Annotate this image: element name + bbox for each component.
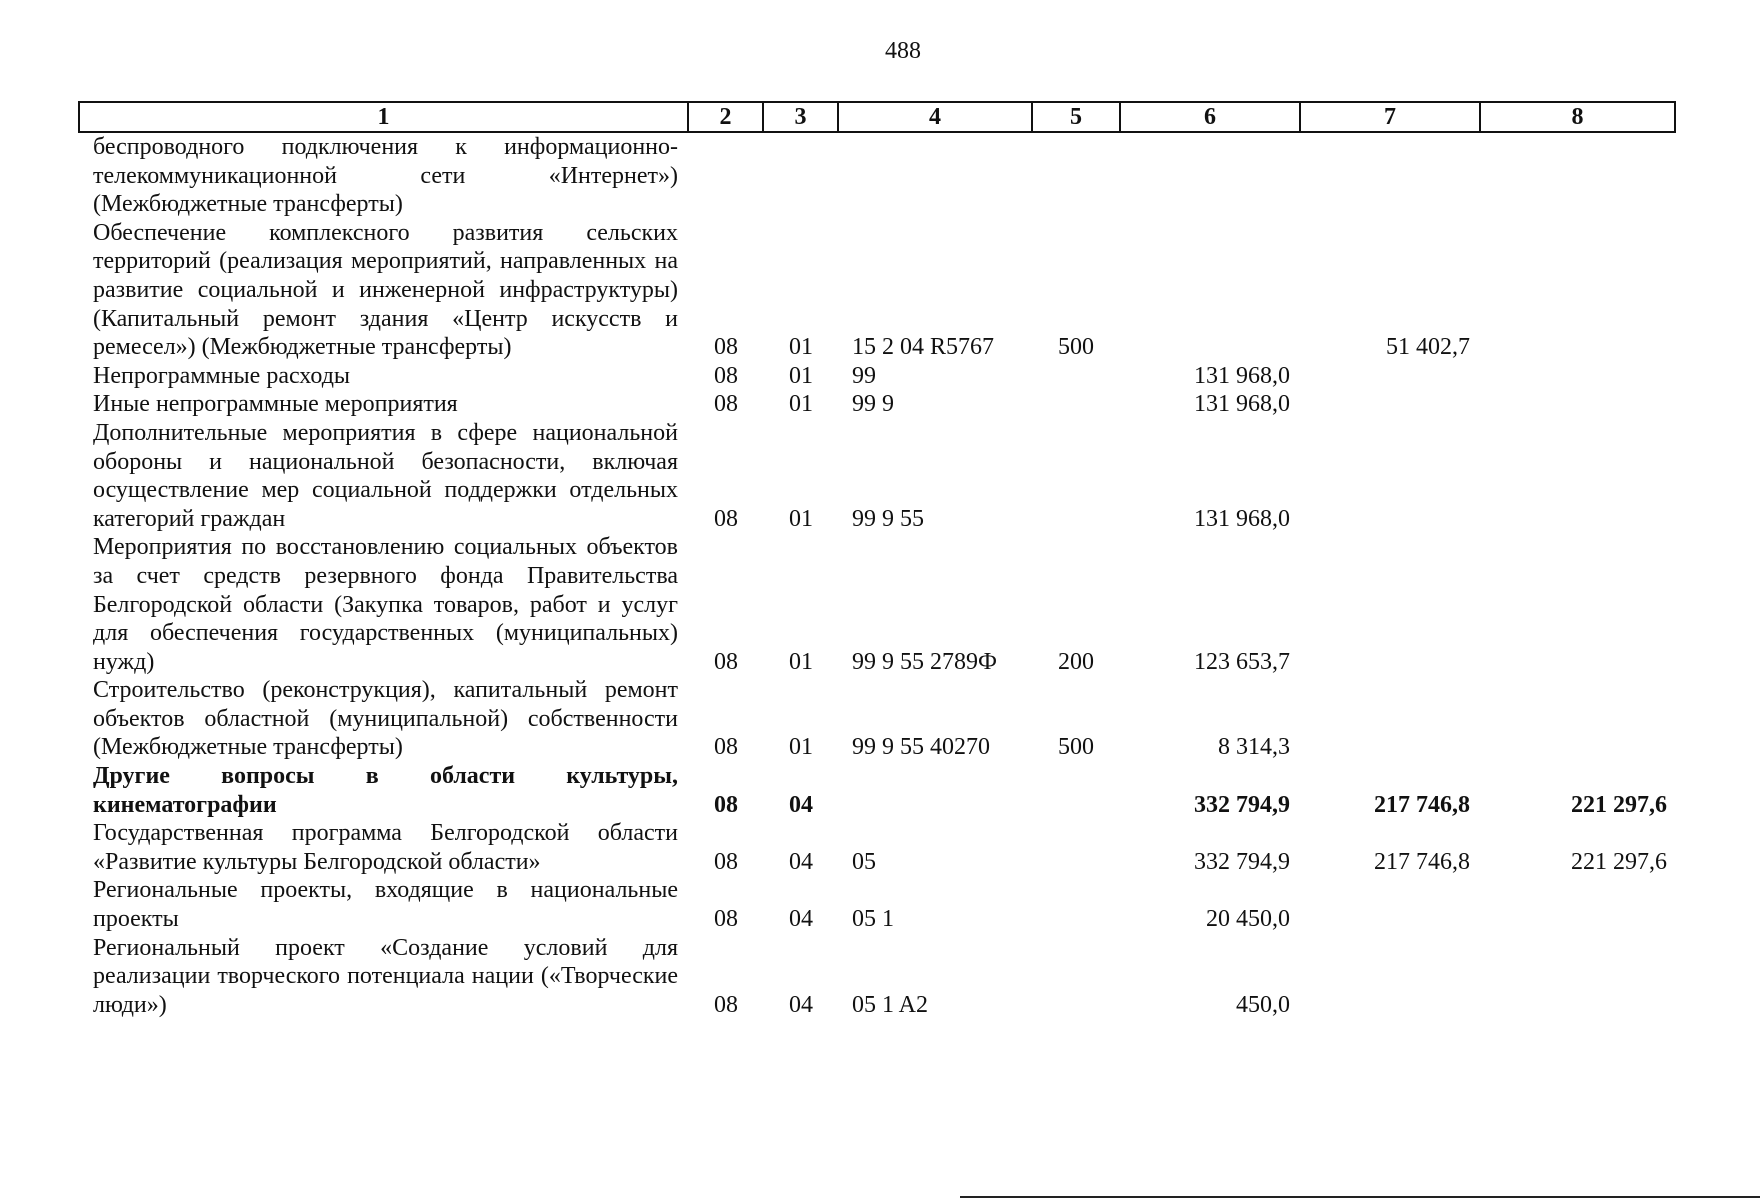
row-amount-col8 [1480, 876, 1675, 933]
row-description: Иные непрограммные мероприятия [93, 391, 458, 418]
row-description: Региональный проект «Создание условий для реализации творческого потенциала нации («Творческие люди») [93, 934, 678, 1018]
row-subsection-code: 01 [789, 648, 813, 675]
row-expense-type: 500 [1058, 334, 1094, 361]
row-section-code [688, 132, 763, 219]
table-row [79, 934, 1675, 1020]
row-expense-type [1032, 419, 1120, 533]
row-amount-col8 [1480, 132, 1675, 219]
row-expense-type: 200 [1058, 648, 1094, 675]
row-expense-type [1032, 762, 1120, 819]
row-subsection-code: 01 [789, 362, 813, 389]
row-target-article: 99 [852, 362, 876, 389]
row-description: беспроводного подключения к информационно-телекоммуникационной сети «Интернет»)(Межбюджетные трансферты) [93, 134, 678, 218]
row-amount-col6: 123 653,7 [1194, 648, 1290, 675]
row-amount-col7: 217 746,8 [1374, 848, 1470, 875]
row-amount-col7 [1300, 132, 1480, 219]
row-subsection-code: 04 [789, 906, 813, 933]
row-section-code: 08 [714, 848, 738, 875]
budget-table [78, 101, 1676, 1019]
row-amount-col8 [1480, 219, 1675, 362]
row-target-article: 99 9 [852, 391, 894, 418]
row-subsection-code: 01 [789, 734, 813, 761]
table-body [79, 132, 1675, 1019]
row-description: Строительство (реконструкция), капитальный ремонт объектов областной (муниципальной) собственности (Межбюджетные трансферты) [93, 677, 678, 761]
row-amount-col8: 221 297,6 [1571, 848, 1667, 875]
row-expense-type [1032, 934, 1120, 1020]
header-col-7: 7 [1300, 102, 1480, 132]
row-section-code: 08 [714, 362, 738, 389]
header-col-4: 4 [838, 102, 1032, 132]
row-target-article: 99 9 55 2789Ф [852, 648, 997, 675]
row-target-article: 05 1 [852, 906, 894, 933]
row-description: Государственная программа Белгородской области «Развитие культуры Белгородской области» [93, 820, 678, 875]
table-row [79, 876, 1675, 933]
header-col-6: 6 [1120, 102, 1300, 132]
row-target-article: 05 [852, 848, 876, 875]
header-col-5: 5 [1032, 102, 1120, 132]
row-amount-col6: 8 314,3 [1218, 734, 1290, 761]
row-amount-col6: 131 968,0 [1194, 505, 1290, 532]
table-row [79, 819, 1675, 876]
row-section-code: 08 [714, 334, 738, 361]
row-subsection-code: 04 [789, 991, 813, 1018]
table-row [79, 762, 1675, 819]
row-target-article [838, 762, 1032, 819]
row-section-code: 08 [714, 791, 738, 818]
table-row [79, 132, 1675, 219]
row-subsection-code: 04 [789, 791, 813, 818]
row-expense-type [1032, 132, 1120, 219]
row-amount-col6: 131 968,0 [1194, 391, 1290, 418]
row-amount-col8: 221 297,6 [1571, 791, 1667, 818]
row-expense-type [1032, 819, 1120, 876]
header-col-8: 8 [1480, 102, 1675, 132]
page-number: 488 [885, 38, 921, 64]
row-amount-col7 [1300, 676, 1480, 762]
table-row [79, 362, 1675, 391]
row-amount-col7 [1300, 419, 1480, 533]
row-amount-col6: 332 794,9 [1194, 848, 1290, 875]
header-col-1: 1 [79, 102, 688, 132]
row-amount-col6: 450,0 [1236, 991, 1290, 1018]
row-subsection-code: 01 [789, 391, 813, 418]
row-subsection-code [763, 132, 838, 219]
row-amount-col8 [1480, 390, 1675, 419]
row-amount-col7: 217 746,8 [1374, 791, 1470, 818]
row-section-code: 08 [714, 734, 738, 761]
row-target-article [838, 132, 1032, 219]
row-description: Мероприятия по восстановлению социальных объектов за счет средств резервного фонда Правительства Белгородской области (Закупка товаров, работ и услуг для обеспечения государственных (муниципальных) нужд) [93, 534, 678, 675]
header-col-3: 3 [763, 102, 838, 132]
row-amount-col6 [1120, 132, 1300, 219]
row-amount-col8 [1480, 676, 1675, 762]
budget-table-container [78, 101, 1674, 1019]
header-row [79, 102, 1675, 132]
table-row [79, 419, 1675, 533]
row-amount-col6 [1120, 219, 1300, 362]
row-target-article: 05 1 A2 [852, 991, 929, 1018]
header-col-2: 2 [688, 102, 763, 132]
row-subsection-code: 04 [789, 848, 813, 875]
row-description: Обеспечение комплексного развития сельских территорий (реализация мероприятий, направленных на развитие социальной и инженерной инфраструктуры) (Капитальный ремонт здания «Центр искусств и ремесел») (Межбюджетные трансферты) [93, 219, 678, 361]
row-subsection-code: 01 [789, 505, 813, 532]
row-description: Непрограммные расходы [93, 362, 351, 389]
row-amount-col7 [1300, 934, 1480, 1020]
row-section-code: 08 [714, 391, 738, 418]
row-target-article: 99 9 55 [852, 505, 924, 532]
row-expense-type [1032, 362, 1120, 391]
row-section-code: 08 [714, 906, 738, 933]
row-description: Другие вопросы в области культуры, кинематографии [93, 763, 678, 818]
row-amount-col7 [1300, 390, 1480, 419]
table-row [79, 390, 1675, 419]
row-expense-type [1032, 390, 1120, 419]
row-expense-type: 500 [1058, 734, 1094, 761]
row-amount-col8 [1480, 362, 1675, 391]
row-expense-type [1032, 876, 1120, 933]
row-amount-col6: 20 450,0 [1206, 906, 1290, 933]
table-row [79, 533, 1675, 676]
row-amount-col8 [1480, 419, 1675, 533]
row-section-code: 08 [714, 505, 738, 532]
row-subsection-code: 01 [789, 334, 813, 361]
table-row [79, 676, 1675, 762]
row-amount-col6: 332 794,9 [1194, 791, 1290, 818]
row-section-code: 08 [714, 648, 738, 675]
row-amount-col7 [1300, 876, 1480, 933]
row-target-article: 15 2 04 R5767 [852, 334, 995, 361]
row-amount-col8 [1480, 533, 1675, 676]
row-description: Дополнительные мероприятия в сфере национальной обороны и национальной безопасности, включая осуществление мер социальной поддержки отдельных категорий граждан [93, 419, 678, 532]
row-amount-col6: 131 968,0 [1194, 362, 1290, 389]
row-description: Региональные проекты, входящие в национальные проекты [93, 877, 678, 933]
row-amount-col7 [1300, 362, 1480, 391]
table-row [79, 219, 1675, 362]
bottom-rule [960, 1196, 1760, 1198]
row-amount-col8 [1480, 934, 1675, 1020]
row-target-article: 99 9 55 40270 [852, 734, 990, 761]
row-amount-col7 [1300, 533, 1480, 676]
row-section-code: 08 [714, 991, 738, 1018]
row-amount-col7: 51 402,7 [1386, 334, 1470, 361]
